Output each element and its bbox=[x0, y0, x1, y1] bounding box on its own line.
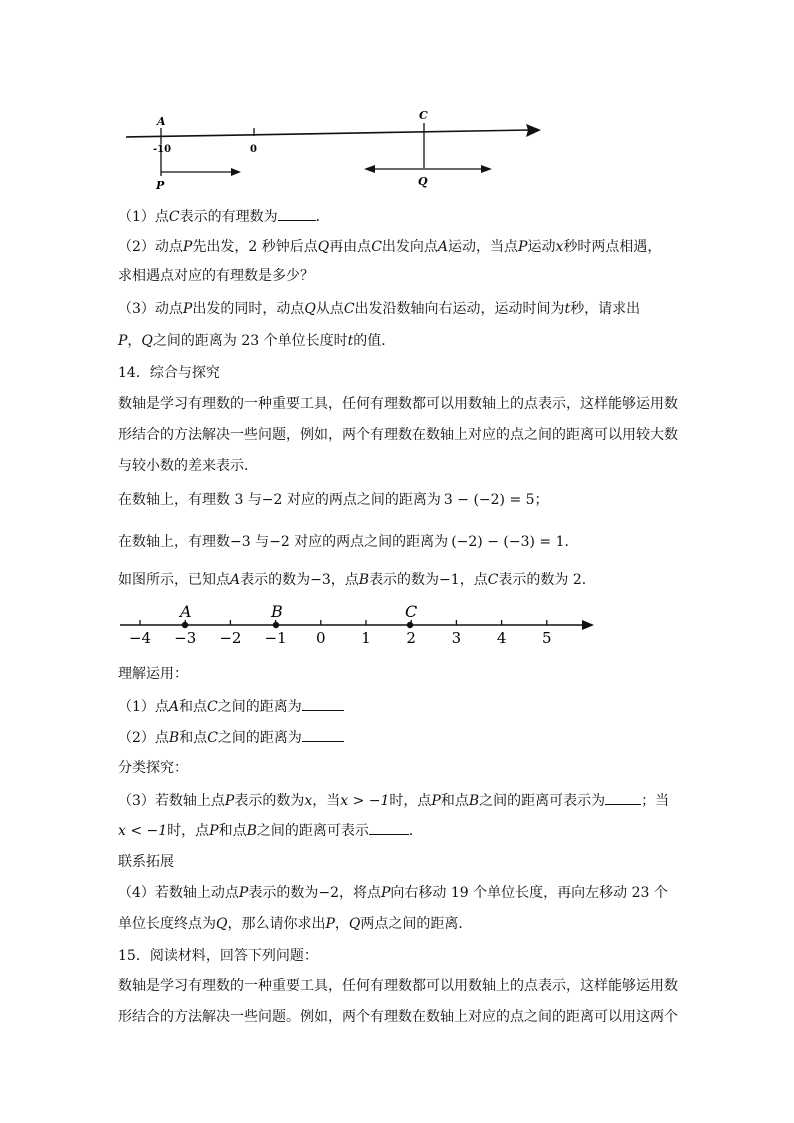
tick-label: −2 bbox=[219, 629, 242, 647]
q14-intro-line1: 数轴是学习有理数的一种重要工具，任何有理数都可以用数轴上的点表示，这样能够运用数 bbox=[118, 396, 678, 412]
fig1-label-a: A bbox=[157, 115, 166, 128]
tick-label: 0 bbox=[316, 629, 326, 647]
tick-label: 4 bbox=[496, 629, 507, 647]
fig1-tick-minus10: -10 bbox=[153, 144, 172, 155]
q14-example1: 在数轴上，有理数 3 与−2 对应的两点之间的距离为 3 − (−2) = 5； bbox=[118, 492, 549, 508]
q14-sub3-line1: （3）若数轴上点P表示的数为x，当x > −1时，点P和点B之间的距离可表示为 ；当 bbox=[118, 790, 669, 811]
q15-title: 15．阅读材料，回答下列问题： bbox=[118, 948, 318, 964]
answer-blank[interactable] bbox=[605, 790, 641, 805]
q14-classify-heading: 分类探究： bbox=[118, 760, 188, 776]
q13-part2-line1: （2）动点P先出发，2 秒钟后点Q再由点C出发向点A运动，当点P运动x秒时两点相遇， bbox=[118, 239, 662, 255]
point-b-label: B bbox=[271, 602, 283, 621]
tick-label: 2 bbox=[406, 629, 416, 647]
answer-blank[interactable] bbox=[302, 696, 344, 711]
example2-math: (−2) − (−3) = 1． bbox=[451, 534, 579, 550]
tick-label: −3 bbox=[174, 629, 197, 647]
q14-intro-line3: 与较小数的差来表示． bbox=[118, 458, 258, 474]
fig1-label-q: Q bbox=[418, 175, 428, 188]
point-c-label: C bbox=[405, 602, 418, 621]
q14-given: 如图所示，已知点A表示的数为−3，点B表示的数为−1，点C表示的数为 2． bbox=[118, 572, 596, 588]
example1-math: 3 − (−2) = 5； bbox=[443, 492, 549, 508]
q14-sub1: （1）点A和点C之间的距离为 bbox=[118, 696, 344, 717]
q14-understand-heading: 理解运用： bbox=[118, 666, 188, 682]
arrow-right-icon bbox=[481, 165, 492, 173]
q14-intro-line2: 形结合的方法解决一些问题，例如，两个有理数在数轴上对应的点之间的距离可以用较大数 bbox=[118, 427, 678, 443]
tick-label: −1 bbox=[264, 629, 287, 647]
tick-label: 1 bbox=[361, 629, 371, 647]
q13-part3-line1: （3）动点P出发的同时，动点Q从点C出发沿数轴向右运动，运动时间为t秒，请求出 bbox=[118, 301, 641, 317]
point-a-label: A bbox=[180, 602, 192, 621]
q15-line2: 形结合的方法解决一些问题。例如，两个有理数在数轴上对应的点之间的距离可以用这两个 bbox=[118, 1009, 678, 1025]
tick-label: 5 bbox=[542, 629, 552, 647]
fig1-label-c: C bbox=[419, 109, 428, 122]
fig1-label-p: P bbox=[156, 179, 165, 192]
tick-label: −4 bbox=[128, 629, 152, 647]
fig1-tick-0: 0 bbox=[250, 144, 257, 155]
q14-extend-heading: 联系拓展 bbox=[118, 854, 174, 870]
arrow-left-icon bbox=[364, 165, 375, 173]
q13-part2-line2: 求相遇点对应的有理数是多少？ bbox=[118, 268, 314, 284]
answer-blank[interactable] bbox=[369, 820, 409, 835]
answer-blank[interactable] bbox=[302, 727, 344, 742]
q14-sub4-line1: （4）若数轴上动点P表示的数为−2，将点P向右移动 19 个单位长度，再向左移动 23 个 bbox=[118, 885, 668, 901]
q14-sub2: （2）点B和点C之间的距离为 bbox=[118, 727, 344, 748]
q14-title: 14．综合与探究 bbox=[118, 365, 220, 381]
q13-part3-line2: P，Q之间的距离为 23 个单位长度时t的值． bbox=[118, 333, 396, 349]
tick-label: 3 bbox=[451, 629, 462, 647]
point-a-dot bbox=[182, 622, 188, 628]
q14-sub3-line2: x < −1时，点P和点B之间的距离可表示 ． bbox=[118, 820, 423, 841]
arrow-right-icon bbox=[231, 168, 241, 176]
point-b-dot bbox=[273, 622, 279, 628]
point-c-dot bbox=[407, 622, 413, 628]
q13-part1: （1）点C表示的有理数为 ． bbox=[118, 206, 330, 227]
figure-number-line-abc bbox=[0, 598, 794, 658]
q15-line1: 数轴是学习有理数的一种重要工具，任何有理数都可以用数轴上的点表示，这样能够运用数 bbox=[118, 978, 678, 994]
q14-sub4-line2: 单位长度终点为Q，那么请你求出P，Q两点之间的距离． bbox=[118, 916, 473, 932]
answer-blank[interactable] bbox=[278, 206, 316, 221]
q14-example2: 在数轴上，有理数−3 与−2 对应的两点之间的距离为 (−2) − (−3) = 1． bbox=[118, 534, 579, 550]
figure-number-line-pq bbox=[0, 0, 794, 200]
